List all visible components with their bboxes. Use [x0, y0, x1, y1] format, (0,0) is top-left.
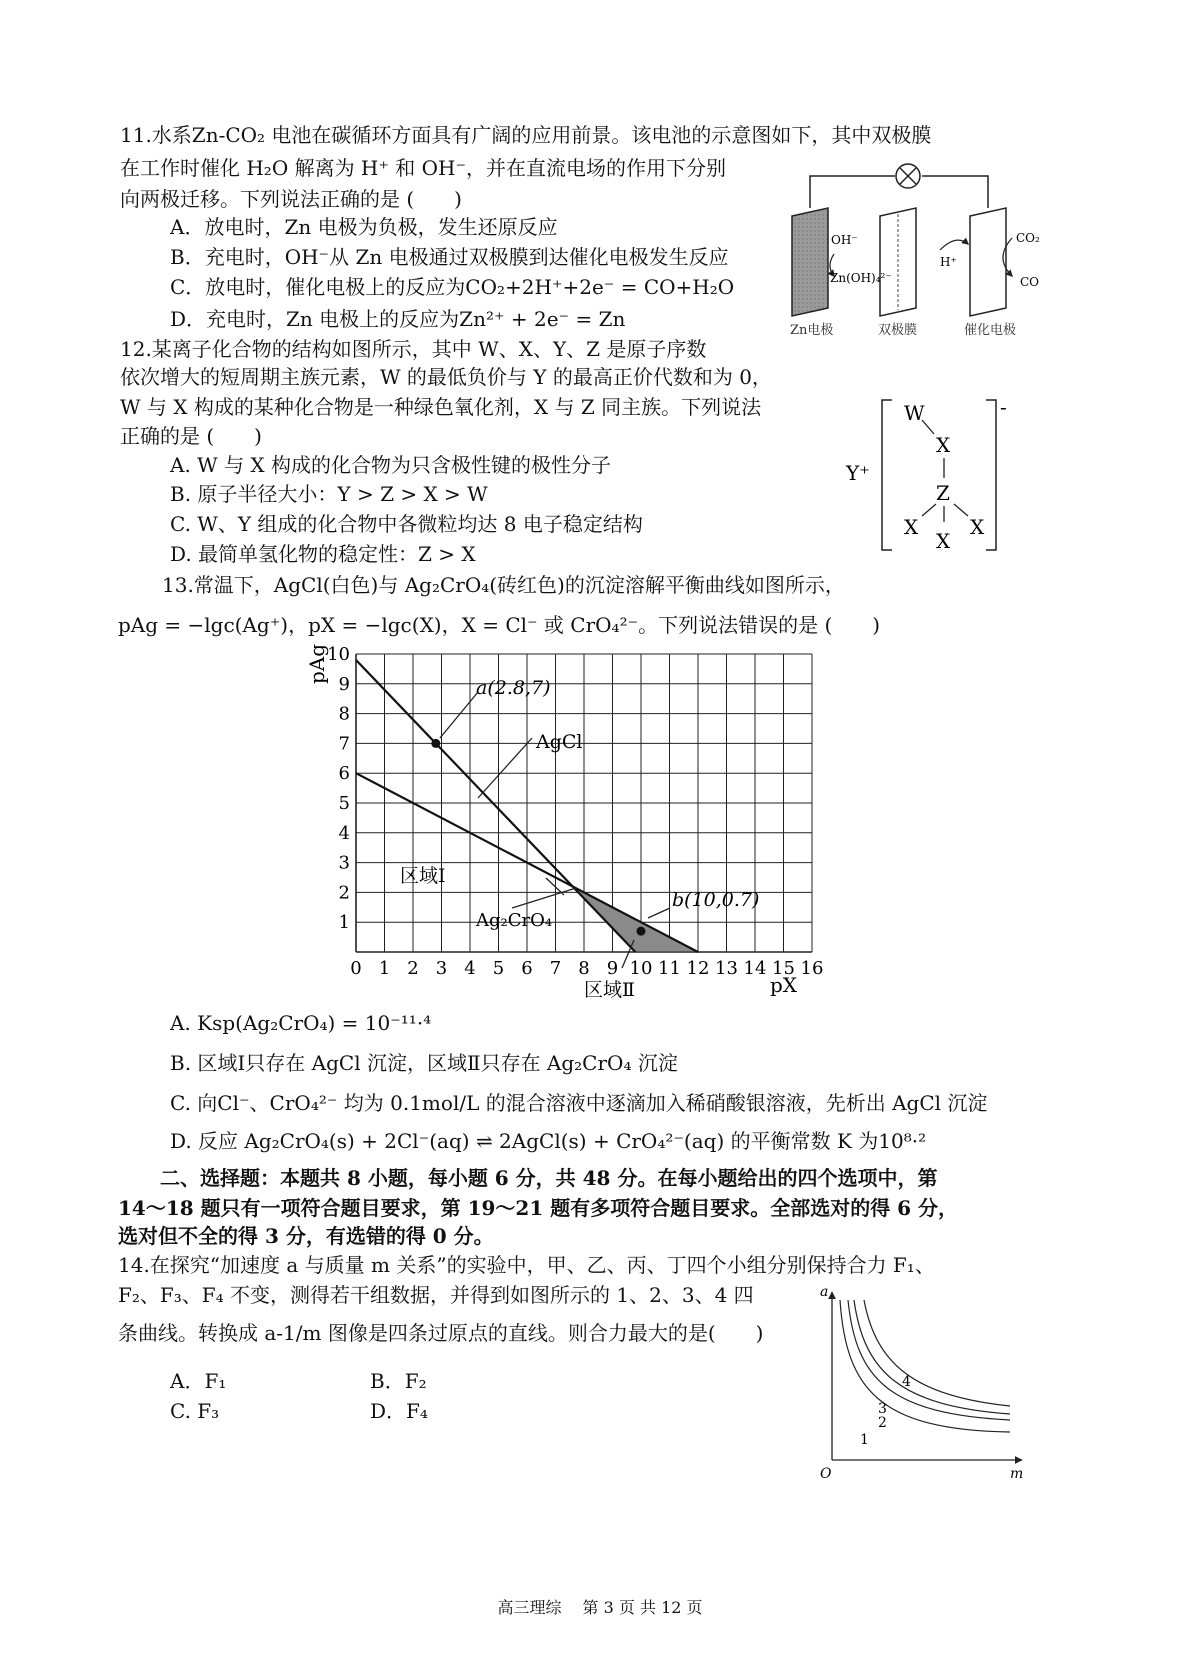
- q11-line-1: 11.水系Zn-CO₂ 电池在碳循环方面具有广阔的应用前景。该电池的示意图如下，其中双极膜: [120, 123, 932, 147]
- x-tick-11: 11: [658, 958, 681, 979]
- y-tick-4: 4: [338, 822, 350, 844]
- q11-line-2: 在工作时催化 H₂O 解离为 H⁺ 和 OH⁻，并在直流电场的作用下分别: [120, 156, 727, 180]
- atom-w: W: [904, 401, 925, 425]
- curve-1: [840, 1300, 1010, 1432]
- y-tick-2: 2: [338, 882, 350, 904]
- q12-option-a[interactable]: A. W 与 X 构成的化合物为只含极性键的极性分子: [170, 453, 612, 477]
- q13-option-c[interactable]: C. 向Cl⁻、CrO₄²⁻ 均为 0.1mol/L 的混合溶液中逐滴加入稀硝酸银溶液，先析出 AgCl 沉淀: [170, 1091, 988, 1115]
- y-tick-5: 5: [338, 793, 350, 814]
- x-tick-13: 13: [715, 958, 738, 979]
- graph-xlabel: m: [1010, 1466, 1024, 1480]
- series-agcl-label: AgCl: [536, 731, 583, 753]
- catalyst-electrode: [970, 208, 1006, 316]
- q12-option-c[interactable]: C. W、Y 组成的化合物中各微粒均达 8 电子稳定结构: [170, 512, 643, 536]
- graph-origin: O: [820, 1466, 832, 1480]
- q12-line-3: W 与 X 构成的某种化合物是一种绿色氧化剂，X 与 Z 同主族。下列说法: [120, 395, 762, 419]
- q14-option-b[interactable]: B．F₂: [370, 1369, 427, 1393]
- label-catalyst: 催化电极: [964, 323, 1017, 338]
- atom-x-right: X: [970, 515, 985, 539]
- q12-line-4: 正确的是 ( ): [120, 424, 262, 448]
- q11-option-a[interactable]: A．放电时，Zn 电极为负极，发生还原反应: [170, 215, 558, 239]
- curve-label-4: 4: [902, 1374, 911, 1390]
- region-i-label: 区域Ⅰ: [400, 865, 446, 887]
- region-ii-label: 区域Ⅱ: [584, 979, 635, 1001]
- curve-label-1: 1: [860, 1432, 869, 1448]
- series-ag2cro4-label: Ag₂CrO₄: [476, 910, 553, 931]
- q14-line-3: 条曲线。转换成 a-1/m 图像是四条过原点的直线。则合力最大的是( ): [118, 1321, 764, 1345]
- y-tick-7: 7: [338, 733, 350, 755]
- q14-option-c[interactable]: C. F₃: [170, 1399, 220, 1423]
- cation-y: Y⁺: [846, 461, 870, 485]
- q14-line-1: 14.在探究“加速度 a 与质量 m 关系”的实验中，甲、乙、丙、丁四个小组分别保持合力 F₁、: [118, 1253, 935, 1277]
- q12-line-2: 依次增大的短周期主族元素，W 的最低负价与 Y 的最高正价代数和为 0，: [120, 365, 772, 389]
- zn-electrode: [792, 208, 828, 316]
- point-b-label: b(10,0.7): [672, 889, 760, 911]
- page-footer: 高三理综 第 3 页 共 12 页: [497, 1598, 703, 1617]
- y-tick-8: 8: [338, 703, 350, 725]
- x-axis-label: pX: [770, 973, 798, 997]
- label-co2: CO₂: [1016, 231, 1040, 245]
- curve-3: [854, 1300, 1010, 1414]
- curve-label-2: 2: [878, 1415, 887, 1431]
- atom-x-left: X: [904, 515, 919, 539]
- series-line-0: [356, 660, 635, 952]
- x-tick-15: 15: [772, 958, 795, 979]
- x-tick-3: 3: [435, 958, 448, 979]
- x-tick-0: 0: [350, 958, 362, 979]
- y-axis-label: pAg: [305, 643, 329, 684]
- x-tick-7: 7: [549, 958, 562, 979]
- y-tick-10: 10: [327, 644, 350, 665]
- q12-option-d[interactable]: D. 最简单氢化物的稳定性：Z > X: [170, 542, 476, 566]
- ionic-structure: [840, 392, 1020, 560]
- q11-option-b[interactable]: B．充电时，OH⁻从 Zn 电极通过双极膜到达催化电极发生反应: [170, 245, 729, 269]
- label-co: CO: [1020, 275, 1040, 289]
- x-tick-16: 16: [800, 958, 824, 979]
- y-tick-6: 6: [338, 763, 350, 785]
- curve-label-3: 3: [878, 1401, 887, 1417]
- q11-option-c[interactable]: C．放电时，催化电极上的反应为CO₂+2H⁺+2e⁻ = CO+H₂O: [170, 275, 735, 299]
- x-tick-2: 2: [407, 958, 419, 979]
- label-membrane: 双极膜: [878, 323, 918, 338]
- y-tick-3: 3: [338, 852, 350, 874]
- q13-option-a[interactable]: A. Ksp(Ag₂CrO₄) = 10⁻¹¹·⁴: [170, 1011, 432, 1035]
- section2-line-3: 选对但不全的得 3 分，有选错的得 0 分。: [118, 1224, 494, 1248]
- x-tick-5: 5: [492, 958, 505, 979]
- q13-line-1: 13.常温下，AgCl(白色)与 Ag₂CrO₄(砖红色)的沉淀溶解平衡曲线如图所示，: [162, 573, 845, 597]
- label-zn-electrode: Zn电极: [790, 323, 834, 338]
- graph-ylabel: a: [820, 1284, 829, 1300]
- data-point-0: [431, 739, 440, 748]
- q11-option-d[interactable]: D．充电时，Zn 电极上的反应为Zn²⁺ + 2e⁻ = Zn: [170, 307, 626, 331]
- x-tick-8: 8: [578, 958, 590, 979]
- data-point-1: [637, 927, 646, 936]
- label-zincate: Zn(OH)₄²⁻: [830, 271, 892, 285]
- x-tick-10: 10: [629, 958, 653, 979]
- x-tick-9: 9: [606, 958, 619, 979]
- section2-line-1: 二、选择题：本题共 8 小题，每小题 6 分，共 48 分。在每小题给出的四个选项中，第: [160, 1166, 938, 1190]
- atom-z: Z: [936, 481, 950, 505]
- label-oh: OH⁻: [831, 233, 858, 247]
- x-tick-4: 4: [464, 958, 476, 979]
- q13-option-d[interactable]: D. 反应 Ag₂CrO₄(s) + 2Cl⁻(aq) ⇌ 2AgCl(s) + CrO₄²⁻(aq) 的平衡常数 K 为10⁸·²: [170, 1129, 927, 1153]
- q14-option-d[interactable]: D．F₄: [370, 1399, 428, 1423]
- q11-line-3: 向两极迁移。下列说法正确的是 ( ): [120, 187, 462, 211]
- y-tick-9: 9: [338, 673, 350, 695]
- atom-x-top: X: [936, 433, 951, 457]
- x-tick-6: 6: [521, 958, 533, 979]
- q13-line-2: pAg = −lgc(Ag⁺)，pX = −lgc(X)，X = Cl⁻ 或 CrO₄²⁻。下列说法错误的是 ( ): [118, 613, 881, 637]
- x-tick-12: 12: [686, 958, 710, 979]
- q12-line-1: 12.某离子化合物的结构如图所示，其中 W、X、Y、Z 是原子序数: [120, 337, 707, 361]
- q13-option-b[interactable]: B. 区域Ⅰ只存在 AgCl 沉淀，区域Ⅱ只存在 Ag₂CrO₄ 沉淀: [170, 1051, 678, 1075]
- curve-4: [864, 1300, 1010, 1406]
- section2-line-2: 14～18 题只有一项符合题目要求，第 19～21 题有多项符合题目要求。全部选对的得 6 分，: [118, 1196, 959, 1220]
- curve-2: [848, 1300, 1010, 1420]
- q12-option-b[interactable]: B. 原子半径大小：Y > Z > X > W: [170, 482, 488, 506]
- atom-x-bottom: X: [936, 529, 951, 553]
- battery-diagram: [790, 158, 1070, 340]
- q14-option-a[interactable]: A．F₁: [170, 1369, 227, 1393]
- x-tick-1: 1: [378, 958, 391, 979]
- label-h: H⁺: [940, 255, 957, 269]
- precipitation-equilibrium-chart: [300, 640, 840, 1010]
- acceleration-mass-graph: [810, 1280, 1030, 1480]
- q14-line-2: F₂、F₃、F₄ 不变，测得若干组数据，并得到如图所示的 1、2、3、4 四: [118, 1283, 754, 1307]
- x-tick-14: 14: [743, 958, 767, 979]
- point-a-label: a(2.8,7): [476, 677, 551, 699]
- y-tick-1: 1: [338, 912, 350, 934]
- anion-charge: -: [1000, 395, 1007, 419]
